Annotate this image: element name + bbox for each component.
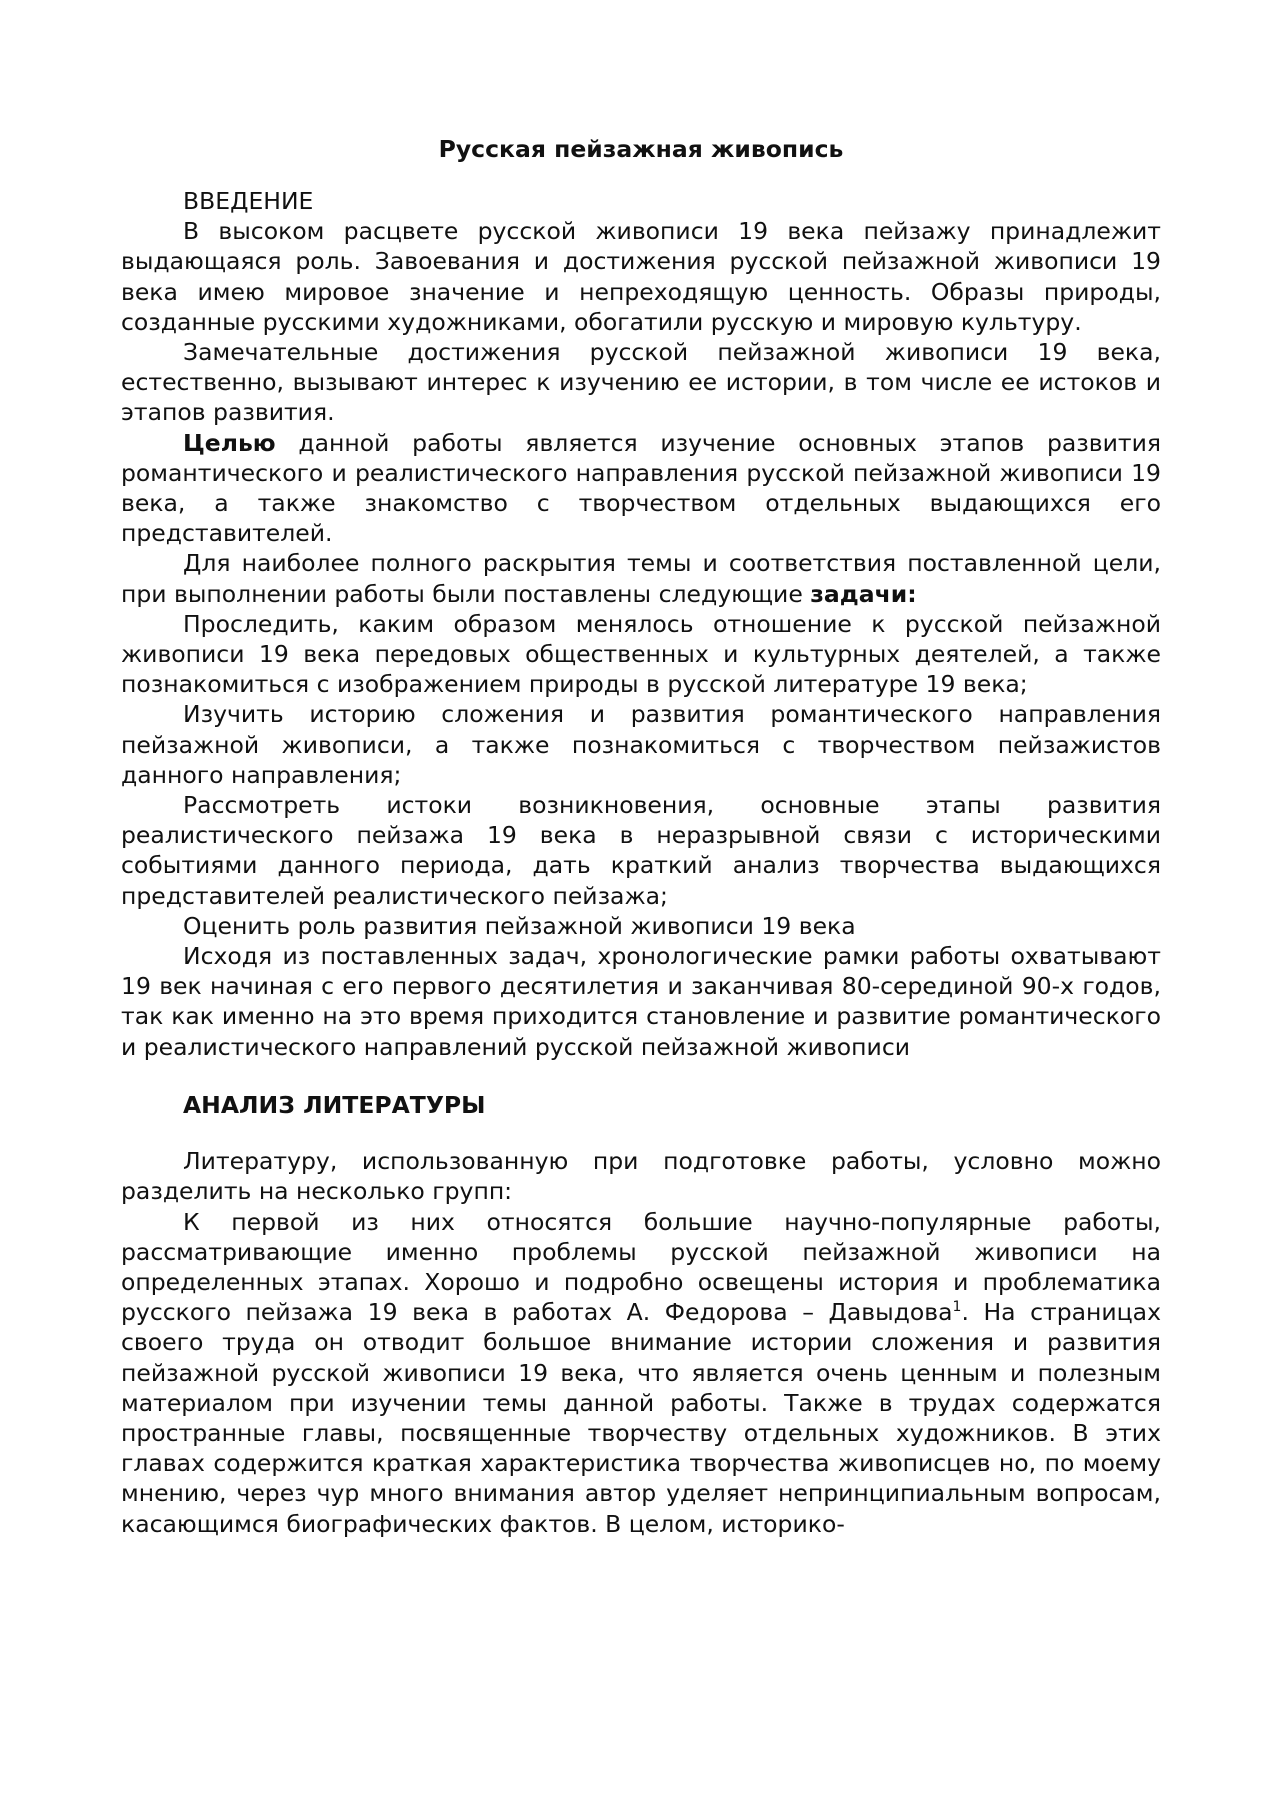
paragraph-6: Изучить историю сложения и развития романтического направления пейзажной живописи, а также познакомиться с творчеством пейзажистов данного направления; — [121, 700, 1161, 789]
intro-heading: ВВЕДЕНИЕ — [183, 187, 314, 215]
paragraph-11-text-b: . На страницах своего труда он отводит большое внимание истории сложения и развития пейзажной русской живописи 19 века, что является очень ценным и полезным материалом при изучении темы данной работы. Также в трудах содержатся пространные главы, посвященные творчеству отдельных художников. В этих главах содержится краткая характеристика творчества живописцев но, по моему мнению, через чур много внимания автор уделяет непринципиальным вопросам, касающимся биографических фактов. В целом, историко- — [121, 1298, 1161, 1538]
tasks-term: задачи: — [810, 579, 917, 608]
paragraph-3 — [121, 428, 1161, 549]
paragraph-3-text: данной работы является изучение основных этапов развития романтического и реалистического направления русской пейзажной живописи 19 века, а также знакомство с творчеством отдельных выдающихся его представителей. — [121, 428, 1161, 548]
paragraph-11 — [121, 1207, 1161, 1539]
literature-heading: АНАЛИЗ ЛИТЕРАТУРЫ — [183, 1090, 486, 1119]
paragraph-4 — [121, 548, 1161, 608]
paragraph-1: В высоком расцвете русской живописи 19 века пейзажу принадлежит выдающаяся роль. Завоевания и достижения русской пейзажной живописи 19 века имею мировое значение и непреходящую ценность. Образы природы, созданные русскими художниками, обогатили русскую и мировую культуру. — [121, 217, 1161, 336]
paragraph-4-text: Для наиболее полного раскрытия темы и соответствия поставленной цели, при выполнении работы были поставлены следующие — [121, 549, 1161, 608]
paragraph-11-text-a: К первой из них относятся большие научно-популярные работы, рассматривающие именно проблемы русской пейзажной живописи на определенных этапах. Хорошо и подробно освещены история и проблематика русского пейзажа 19 века в работах А. Федорова – Давыдова — [121, 1207, 1161, 1327]
paragraph-7: Рассмотреть истоки возникновения, основные этапы развития реалистического пейзажа 19 века в неразрывной связи с историческими событиями данного периода, дать краткий анализ творчества выдающихся представителей реалистического пейзажа; — [121, 791, 1161, 910]
paragraph-8: Оценить роль развития пейзажной живописи 19 века — [183, 911, 856, 940]
paragraph-9: Исходя из поставленных задач, хронологические рамки работы охватывают 19 век начиная с его первого десятилетия и заканчивая 80-серединой 90-х годов, так как именно на это время приходится становление и развитие романтического и реалистического направлений русской пейзажной живописи — [121, 942, 1161, 1061]
document-page — [121, 134, 1161, 1539]
paragraph-5: Проследить, каким образом менялось отношение к русской пейзажной живописи 19 века передовых общественных и культурных деятелей, а также познакомиться с изображением природы в русской литературе 19 века; — [121, 609, 1161, 699]
goal-term: Целью — [183, 428, 276, 457]
document-title: Русская пейзажная живопись — [438, 135, 844, 163]
paragraph-10: Литературу, использованную при подготовке работы, условно можно разделить на несколько групп: — [121, 1147, 1161, 1206]
paragraph-2: Замечательные достижения русской пейзажной живописи 19 века, естественно, вызывают интерес к изучению ее истории, в том числе ее истоков и этапов развития. — [121, 338, 1161, 427]
footnote-marker[interactable]: 1 — [952, 1299, 962, 1316]
